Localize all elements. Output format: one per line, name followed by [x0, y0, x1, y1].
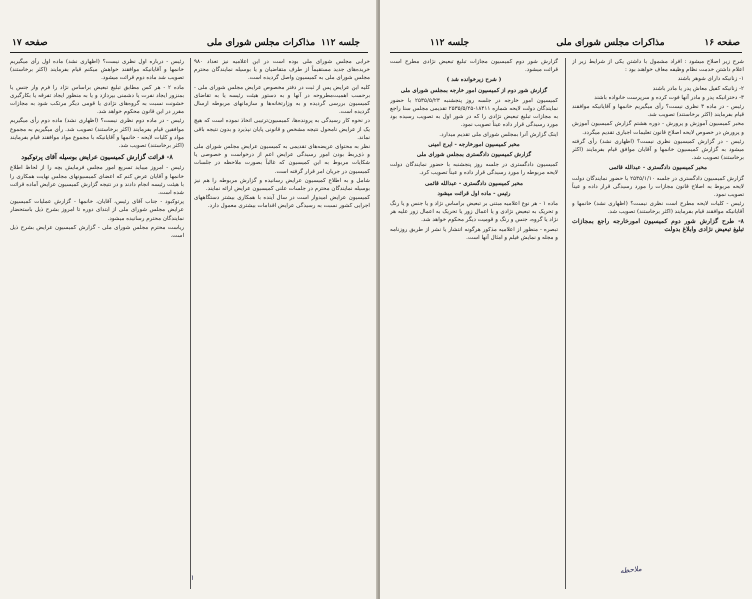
left-header-title: مذاکرات مجلس شورای ملی: [206, 38, 316, 48]
right-page-left-column: [390, 58, 558, 591]
signature-line: مخبر کمیسیون امورخارجه - ایرج امینی: [428, 141, 520, 148]
right-session-label: جلسه ۱۱۲: [430, 38, 470, 48]
paragraph: تبصره - منظور از اعلامیه مذکور هرگونه انتشار یا نشر از طریق روزنامه و مجله و نمایش فیلم و امثال آنها است.: [390, 226, 558, 241]
paragraph: کمیسیون عرایض امیدوار است در سال آینده با همکاری بیشتر دستگاههای اجرایی کشور نسبت به رسیدگی عرایض اقدامات بیشتری معمول دارد.: [194, 195, 370, 210]
paragraph: رئیس - درباره اول نظری نیست؟ (اظهاری نشد) ماده اول رأی میگیریم خانمها و آقایانیکه موافقند خواهش میکنم قیام بفرمایند (اکثر برخاستند) تصویب شد ماده دوم قرائت میشود.: [10, 59, 184, 82]
paragraph: خرابی مجلس شورای ملی بوده است در این اعلامیه نیز تعداد ۹۸۰ خریده‌های جدید مستقیماً از طرف متقاضیان و یا بوسیله نمایندگان محترم مجلس شورای ملی به کمیسیون واصل گردیده است.: [194, 59, 370, 82]
handwritten-mark: ۱: [189, 573, 195, 583]
subheading: گزارش کمیسیون دادگستری بمجلس شورای ملی: [416, 152, 532, 159]
paragraph: نظر به محتوای عریضه‌های تقدیمی به کمیسیون عرایض مجلس شورای ملی و ذی‌ربط بودن امور رسیدگی عرایض اعم از درخواست و خصوصی یا شکایات مربوط به این کمیسیون که غالباً بصورت ملاحظه در جلسات کمیسیون در جریان امر قرار گرفته است.: [194, 144, 370, 175]
subheading: گزارش شور دوم از کمیسیون امور خارجه بمجلس شورای ملی: [400, 87, 548, 94]
column-divider: [190, 58, 191, 589]
paragraph: ماده ۱ - هر نوع اعلامیه مبتنی بر تبعیض براساس نژاد و یا جنس و یا رنگ و تحریک به تبعیض نژادی و یا اعمال زور یا تحریک به اعمال زور علیه هر نژاد یا گروه، جنس و رنگ و قومیت دیگر محکوم خواهد شد.: [390, 201, 558, 224]
left-session-label: جلسه ۱۱۲: [320, 38, 360, 48]
section-title: ۸- طرح گزارش شور دوم کمیسیون امورخارجه راجع بمجازات تبلیغ تبعیض نژادی وابلاغ بدولت: [572, 217, 744, 233]
column-divider: [565, 58, 566, 589]
paragraph: پرتوکبود - جناب آقای رئیس، آقایان، خانمها - گزارش عملیات کمیسیون عرایض مجلس شورای ملی از ابتدای دوره تا امروز بشرح ذیل باستحضار نمایندگان محترم رسانیده میشود.: [10, 199, 184, 222]
paragraph: مخبر کمیسیون آموزش و پرورش - دوره هشتم گزارش کمیسیون آموزش و پرورش در خصوص لایحه اصلاح قانون تعلیمات اجباری تقدیم میگردد.: [572, 121, 744, 136]
paragraph: کلیه این عرایض پس از ثبت در دفتر مخصوص عرایض مجلس شورای ملی - برحسب اهمیت‌مطروحه در آنها و به دستور هیئت رئیسه یا به تقاضای کمیسیون بررسی گردیده و به وزارتخانه‌ها و سازمانهای مربوطه ارسال گردیده است.: [194, 84, 370, 116]
right-page-right-column: [572, 58, 744, 591]
paragraph: رئیس - امروز میباید تسریع امور مجلس فرمایش بچه را از لحاظ اطلاع خانمها و آقایان عرض کنم که اعضای کمیسیونهای مجلس نهایت همکاری را با هیئت رئیسه انجام دادند و در نتیجه گزارش کمیسیون عرایض آماده قرائت شده است.: [10, 165, 184, 197]
signature-line: مخبر کمیسیون دادگستری - عبدالله قائمی: [609, 165, 707, 172]
paragraph: گزارش شور دوم کمیسیون مجازات تبلیغ تبعیض نژادی مطرح است قرائت میشود.: [390, 59, 558, 74]
right-page-header: [390, 36, 742, 53]
paragraph: رئیس - کلیات لایحه مطرح است نظری نیست؟ (اظهاری نشد) خانمها و آقایانیکه موافقند قیام بفرمایند (اکثر برخاستند) تصویب شد.: [572, 201, 744, 216]
right-page: [380, 0, 752, 599]
paragraph: کمیسیون امور خارجه در جلسه روز پنجشنبه ۲۵۳۵/۵/۲۳ با حضور نمایندگان دولت لایحه شماره ۱۸۴۱۱-۲۵۳۵/۵/۲۵ تقدیمی مجلس سنا راجع به مجازات تبلیغ تبعیض نژادی را که در شور اول به تصویب رسیده بود مورد رسیدگی قرار داده عیناً تصویب نمود.: [390, 97, 558, 129]
paragraph: گزارش کمیسیون دادگستری در جلسه ۲۵۳۵/۱/۱۰ با حضور نمایندگان دولت لایحه مربوط به اصلاح قانون مجازات را مورد رسیدگی قرار داده و عیناً تصویب نمود.: [572, 175, 744, 199]
paragraph: ریاست محترم مجلس شورای ملی - گزارش کمیسیون عرایض بشرح ذیل است.: [10, 224, 184, 240]
left-page-left-column: [10, 58, 184, 591]
right-header-title: مذاکرات مجلس شورای ملی: [556, 38, 665, 48]
paragraph: رئیس - در ماده ۳ نظری نیست؟ رأی میگیریم خانمها و آقایانیکه موافقند قیام بفرمایند (اکثر برخاستند) تصویب شد.: [572, 104, 744, 119]
left-page-right-column: [194, 58, 370, 591]
left-page-header: [10, 36, 368, 53]
paragraph: کمیسیون دادگستری در جلسه روز پنجشنبه با حضور نمایندگان دولت لایحه مربوطه را مورد رسیدگی قرار داده و عیناً تصویب کرد.: [390, 162, 558, 177]
subheading: ( شرح زیرخوانده شد ): [446, 77, 502, 84]
section-title: ۸- قرائت گزارش کمیسیون عرایض بوسیله آقای پرتوکبود: [21, 153, 173, 162]
handwritten-note: ملاحظه: [619, 564, 643, 576]
right-page-number: صفحه ۱۶: [704, 38, 740, 48]
signature-line: مخبر کمیسیون دادگستری - عبدالله قائمی: [425, 180, 523, 187]
list-item: ۲- زنانیکه کفیل معاش پدر یا مادر باشند: [652, 85, 744, 92]
list-item: ۱- زنانیکه دارای شوهر باشند: [677, 76, 744, 83]
paragraph: در نحوه کار رسیدگی به پرونده‌ها، کمیسیون‌ترتیبی اتخاذ نموده است که هیچ یک از عرایض نامحول نتیجه مشخص و قانونی پایان نپذیرد و بدون نتیجه باقی نماند.: [194, 118, 370, 141]
paragraph: اینک گزارش آنرا بمجلس شورای ملی تقدیم میدارد.: [439, 131, 558, 138]
paragraph: شرح زیر اصلاح میشود : افراد مشمول با داشتن یکی از شرایط زیر از اعلام داشتن خدمت نظام وظیفه معاف خواهند بود :: [572, 59, 744, 74]
paragraph: شامل و به اطلاع کمیسیون عرایض رسانیده و گزارش مربوطه را هم نیز بوسیله نمایندگان محترم در جلسات علنی کمیسیون عرایض ارائه نمایند.: [194, 177, 370, 193]
subheading: رئیس - ماده اول قرائت میشود: [437, 190, 511, 197]
paragraph: رئیس - در گزارش کمیسیون نظری نیست؟ (اظهاری نشد) رأی گرفته میشود به گزارش کمیسیون خانمها و آقایان موافق قیام بفرمایند (اکثر برخاستند) تصویب شد.: [572, 138, 744, 162]
paragraph: رئیس - در ماده دوم نظری نیست؟ (اظهاری نشد) ماده دوم رأی میگیریم موافقین قیام بفرمایند (اکثر برخاستند) تصویب شد. رأی میگیریم به مجموع مواد و کلیات لایحه - خانمها و آقایانیکه با مجموع مواد موافقند قیام بفرمایند (اکثر برخاستند) تصویب شد.: [10, 118, 184, 150]
left-page-number: صفحه ۱۷: [12, 38, 48, 48]
paragraph: ماده ۲ - هر کس مطابق تبلیغ تبعیض براساس نژاد را فرم وار جنس یا بمنزور ایجاد نفرت یا دشمنی بپردازد و یا به منظور ایجاد تفرقه یا بکارگیری خشونت نسبت به گروه‌های نژادی یا قومی دیگر مرتکب شود به مجازات مقرر در این قانون محکوم خواهد شد.: [10, 84, 184, 116]
list-item: ۳- دخترانیکه پدر و مادر آنها فوت کرده و سرپرست خانواده باشند: [594, 94, 744, 101]
